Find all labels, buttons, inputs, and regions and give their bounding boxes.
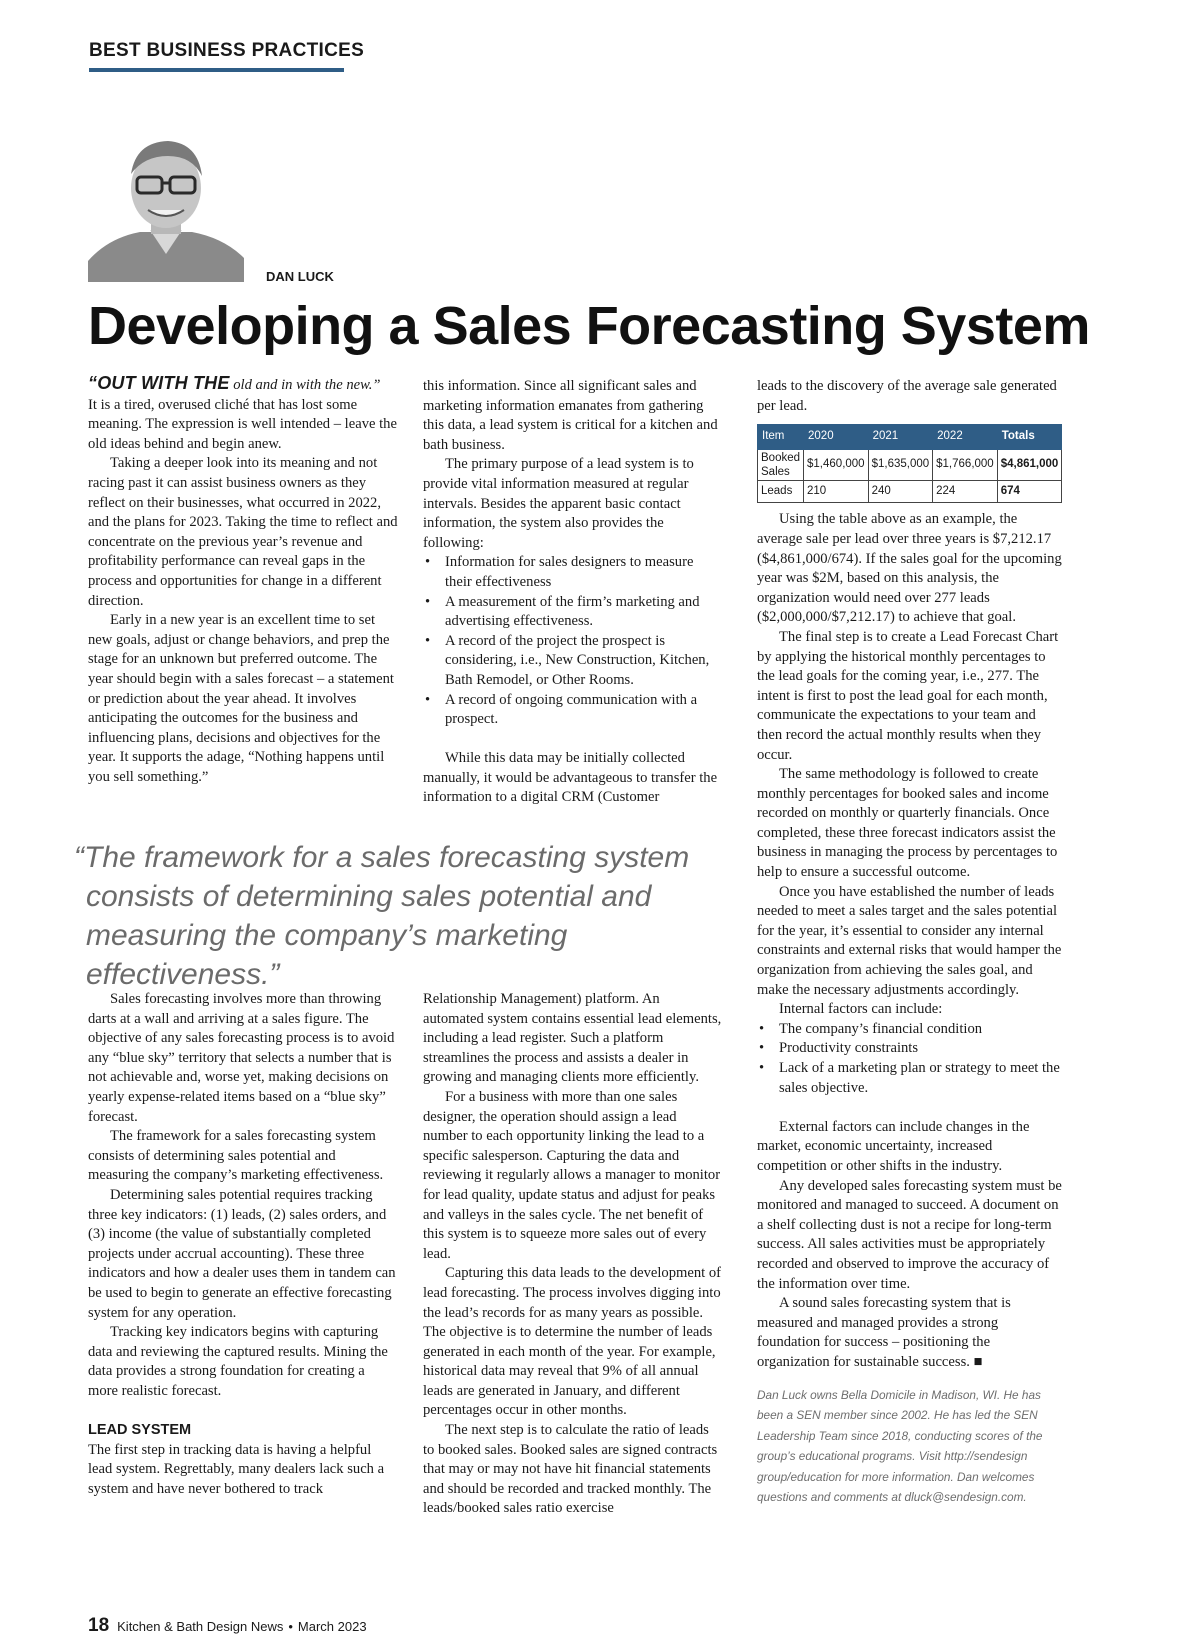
- paragraph: A sound sales forecasting system that is measured and managed provides a strong foundation for success – positioning the organization for sustainable success. ■: [757, 1295, 1011, 1370]
- table-cell: Booked Sales: [758, 449, 804, 480]
- paragraph: Sales forecasting involves more than throwing darts at a wall and arriving at a sales figure. The objective of any sales forecasting process is to avoid any “blue sky” territory that selects a number that is not achievable and, worse yet, making decisions on yearly expense-related items based on a “blue sky” forecast.: [88, 991, 395, 1125]
- table-cell: 210: [804, 480, 869, 503]
- column-1-top: [88, 374, 398, 787]
- publication-name: Kitchen & Bath Design News: [117, 1619, 284, 1634]
- table-header: 2020: [804, 425, 869, 450]
- table-cell: 224: [933, 480, 998, 503]
- section-rule: [89, 68, 344, 72]
- list-item: • Productivity constraints: [757, 1039, 1062, 1059]
- end-mark-icon: ■: [973, 1353, 983, 1370]
- paragraph: While this data may be initially collected manually, it would be advantageous to transfer the information to a digital CRM (Customer: [423, 750, 718, 806]
- table-cell: 240: [868, 480, 933, 503]
- paragraph: For a business with more than one sales designer, the operation should assign a lead number to each opportunity linking the lead to a specific salesperson. Capturing the data and reviewing it regularly allows a manager to monitor for lead quality, update status and adjust for peaks and valleys in the sales cycle. The net benefit of this system is to squeeze more sales out of every lead.: [423, 1088, 721, 1262]
- list-item: • Lack of a marketing plan or strategy to meet the sales objective.: [757, 1059, 1062, 1098]
- pull-quote-line: consists of determining sales potential and: [86, 880, 652, 913]
- pull-quote-line: measuring the company’s marketing effectiveness.”: [86, 919, 568, 991]
- paragraph: Capturing this data leads to the development of lead forecasting. The process involves digging into the lead’s records for as many years as possible. The objective is to determine the number of leads generated in each month of the year. For example, historical data may reveal that 9% of all annual leads are generated in January, and different percentages occur in other months.: [423, 1265, 721, 1419]
- table-header: 2021: [868, 425, 933, 450]
- table-cell: $1,635,000: [868, 449, 933, 480]
- pull-quote-line: “The framework for a sales forecasting system: [74, 841, 690, 874]
- paragraph: Any developed sales forecasting system must be monitored and managed to succeed. A document on a shelf collecting dust is not a recipe for long-term success. All sales activities must be appropriately recorded and observed to improve the accuracy of the information over time.: [757, 1177, 1062, 1292]
- paragraph: The primary purpose of a lead system is to provide vital information measured at regular intervals. Besides the apparent basic contact information, the system also provides the following:: [423, 456, 694, 551]
- paragraph: The framework for a sales forecasting system consists of determining sales potential and measuring the company’s marketing effectiveness.: [88, 1128, 384, 1184]
- table-header: 2022: [933, 425, 998, 450]
- table-cell: $1,766,000: [933, 449, 998, 480]
- paragraph: Taking a deeper look into its meaning and not racing past it can assist business owners as they reflect on their businesses, what occurred in 2022, and the plans for 2023. Taking the time to reflect and concentrate on the previous year’s revenue and profitability performance can reveal gaps in the process and opportunities for change in a different direction.: [88, 455, 398, 609]
- column-2-top: [423, 377, 723, 808]
- bullet-list: [423, 553, 723, 729]
- paragraph: It is a tired, overused cliché that has lost some meaning. The expression is well intended – leave the old ideas behind and begin anew.: [88, 396, 397, 452]
- author-photo: [88, 126, 244, 282]
- table-header: Item: [758, 425, 804, 450]
- paragraph: Determining sales potential requires tracking three key indicators: (1) leads, (2) sales orders, and (3) income (the value of substantially completed projects under accrual accounting). These three indicators and how a dealer uses them in tandem can be used to begin to generate an effective forecasting system for any operation.: [88, 1186, 396, 1321]
- column-2-bottom: [423, 990, 723, 1519]
- lead-paragraph: “OUT WITH THE old and in with the new.”: [88, 373, 381, 393]
- lead-in: “OUT WITH THE: [88, 373, 230, 393]
- table-cell: 674: [997, 480, 1062, 503]
- paragraph: The first step in tracking data is having a helpful lead system. Regrettably, many dealers lack such a system and have never bothered to track: [88, 1441, 385, 1497]
- list-item: • The company’s financial condition: [757, 1020, 1062, 1040]
- paragraph: External factors can include changes in the market, economic uncertainty, increased competition or other shifts in the industry.: [757, 1118, 1030, 1174]
- pull-quote: [74, 838, 734, 994]
- page-footer: [88, 1615, 367, 1637]
- list-item: • A measurement of the firm’s marketing and advertising effectiveness.: [423, 593, 723, 632]
- table-cell: $4,861,000: [997, 449, 1062, 480]
- paragraph: leads to the discovery of the average sale generated per lead.: [757, 378, 1057, 414]
- paragraph: The next step is to calculate the ratio of leads to booked sales. Booked sales are signed contracts that may or may not have hit financial statements and should be recorded and tracked monthly. The leads/booked sales ratio exercise: [423, 1422, 718, 1517]
- paragraph: Tracking key indicators begins with capturing data and reviewing the captured results. Mining the data provides a strong foundation for creating a more realistic forecast.: [88, 1324, 388, 1399]
- paragraph: Internal factors can include:: [779, 1001, 943, 1018]
- subhead: LEAD SYSTEM: [88, 1422, 192, 1439]
- issue-date: March 2023: [297, 1619, 367, 1634]
- column-1-bottom: [88, 990, 398, 1499]
- paragraph: Early in a new year is an excellent time to set new goals, adjust or change behaviors, and prep the stage for an unknown but preferred outcome. The year should begin with a sales forecast – a statement or prediction about the year ahead. It involves anticipating the outcomes for the business and influencing plans, decisions and objectives for the year. It supports the adage, “Nothing happens until you sell something.”: [88, 612, 394, 785]
- section-label: BEST BUSINESS PRACTICES: [89, 40, 365, 61]
- paragraph: Once you have established the number of leads needed to meet a sales target and the sales potential for the year, it’s essential to consider any internal constraints and external risks that would hamper the organization from achieving the sales goal, and make the necessary adjustments accordingly.: [757, 883, 1062, 998]
- table-cell: Leads: [758, 480, 804, 503]
- headline: Developing a Sales Forecasting System: [88, 296, 1090, 356]
- author-bio: Dan Luck owns Bella Domicile in Madison, WI. He has been a SEN member since 2002. He has led the SEN Leadership Team since 2018, conducting scores of the group’s educational programs. Visit http://sendesign group/education for more information. Dan welcomes questions and comments at dluck@sendesign.com.: [757, 1387, 1043, 1504]
- table-row: [758, 480, 1062, 503]
- paragraph: The same methodology is followed to create monthly percentages for booked sales and income recorded on monthly or quarterly financials. Once completed, these three forecast indicators assist the business in managing the process by percentages to help to ensure a successful outcome.: [757, 766, 1058, 881]
- paragraph: this information. Since all significant sales and marketing information emanates from gathering this data, a lead system is critical for a kitchen and bath business.: [423, 378, 718, 453]
- table-row: [758, 449, 1062, 480]
- table-header: Totals: [997, 425, 1062, 450]
- table-header-row: [758, 425, 1062, 450]
- sales-table: [757, 424, 1062, 503]
- column-3: [757, 377, 1062, 1508]
- author-name: DAN LUCK: [266, 269, 334, 284]
- paragraph: Using the table above as an example, the average sale per lead over three years is $7,212.17 ($4,861,000/674). If the sales goal for the upcoming year was $2M, based on this analysis, the organization would need over 277 leads ($2,000,000/$7,212.17) to achieve that goal.: [757, 511, 1062, 626]
- list-item: • Information for sales designers to measure their effectiveness: [423, 553, 723, 592]
- list-item: • A record of ongoing communication with a prospect.: [423, 691, 723, 730]
- page-number: 18: [88, 1615, 110, 1636]
- separator-icon: •: [288, 1619, 293, 1634]
- list-item: • A record of the project the prospect is considering, i.e., New Construction, Kitchen, Bath Remodel, or Other Rooms.: [423, 632, 723, 691]
- paragraph: Relationship Management) platform. An automated system contains essential lead elements, including a lead register. Such a platform streamlines the process and assists a dealer in growing and managing clients more efficiently.: [423, 991, 722, 1086]
- paragraph: The final step is to create a Lead Forecast Chart by applying the historical monthly percentages to the lead goals for the coming year, i.e., 277. The intent is first to post the lead goal for each month, communicate the expectations to your team and then record the actual monthly results when they occur.: [757, 628, 1059, 763]
- bullet-list: [757, 1020, 1062, 1098]
- table-cell: $1,460,000: [804, 449, 869, 480]
